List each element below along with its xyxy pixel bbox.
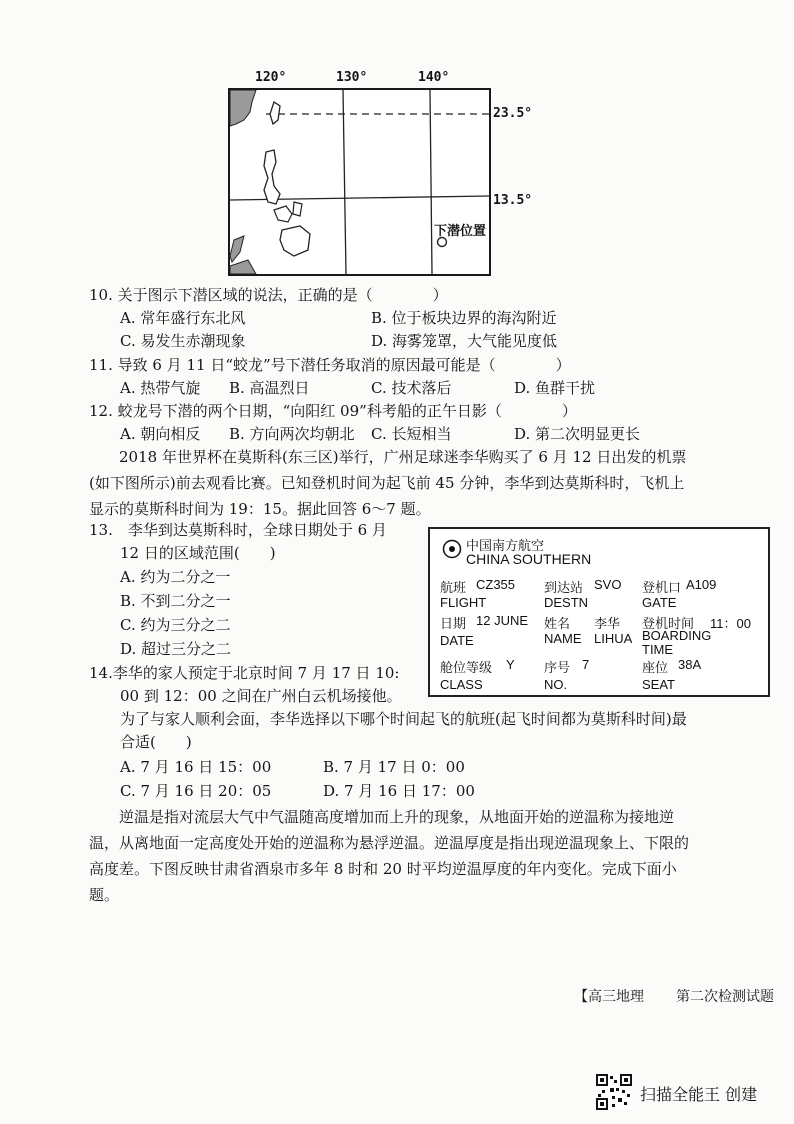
airline-name-en: CHINA SOUTHERN — [466, 551, 592, 567]
airline-name-cn: 中国南方航空 — [466, 538, 545, 553]
name-label-en: NAME — [544, 631, 582, 646]
dive-location-label: 下潜位置 — [434, 224, 487, 239]
date-label-cn: 日期 — [440, 616, 467, 631]
boarding-pass — [428, 527, 770, 697]
q10-stem: 10. 关于图示下潜区域的说法，正确的是（ ） — [89, 286, 448, 304]
date-label-en: DATE — [440, 633, 474, 648]
q14-option-c: C. 7 月 16 日 20：05 — [120, 782, 272, 800]
seat-value: 38A — [678, 657, 702, 672]
gate-label-cn: 登机口 — [642, 580, 682, 595]
seq-label-en: NO. — [544, 677, 568, 692]
q14-stem-line2: 00 到 12：00 之间在广州白云机场接他。 — [120, 687, 402, 705]
boarding-label-en: BOARDING — [642, 628, 712, 643]
q12-option-b: B. 方向两次均朝北 — [229, 425, 355, 443]
q13-option-a: A. 约为二分之一 — [120, 568, 231, 586]
china-southern-logo-icon — [442, 539, 462, 559]
taiwan-island — [270, 102, 280, 124]
q11-option-d: D. 鱼群干扰 — [514, 379, 596, 397]
q13-option-b: B. 不到二分之一 — [120, 592, 231, 610]
q14-option-d: D. 7 月 16 日 17：00 — [323, 782, 475, 800]
dest-label-cn: 到达站 — [544, 580, 584, 595]
flight-number: CZ355 — [476, 577, 516, 592]
q13-stem-line1: 13. 李华到达莫斯科时，全球日期处于 6 月 — [89, 521, 387, 539]
q14-stem-line3: 为了与家人顺利会面，李华选择以下哪个时间起飞的航班(起飞时间都为莫斯科时间)最合适( ) — [120, 710, 687, 751]
q11-stem: 11. 导致 6 月 11 日“蛟龙”号下潜任务取消的原因最可能是（ ） — [89, 356, 571, 374]
boarding-time-label-cn: 登机时间 — [642, 616, 695, 631]
borneo-land — [230, 260, 256, 274]
q13-stem-line2: 12 日的区域范围( ) — [120, 544, 276, 562]
lon-label-140: 140° — [418, 70, 450, 85]
class-label-cn: 舱位等级 — [440, 660, 493, 675]
q10-option-a: A. 常年盛行东北风 — [120, 309, 246, 327]
q10-option-b: B. 位于板块边界的海沟附近 — [371, 309, 557, 327]
footer-exam-subject: 【高三地理 — [574, 989, 644, 1005]
q12-option-a: A. 朝向相反 — [120, 425, 201, 443]
samar-island — [293, 202, 302, 216]
dest-label-en: DESTN — [544, 595, 589, 610]
gate-label-en: GATE — [642, 595, 677, 610]
q13-option-c: C. 约为三分之二 — [120, 616, 231, 634]
seat-label-cn: 座位 — [642, 660, 669, 675]
q10-option-c: C. 易发生赤潮现象 — [120, 332, 246, 350]
footer-exam-title: 第二次检测试题 — [676, 989, 774, 1005]
seq-label-cn: 序号 — [544, 660, 571, 675]
name-value-en: LIHUA — [594, 631, 633, 646]
mindanao-island — [280, 226, 310, 256]
inversion-paragraph: 逆温是指对流层大气中气温随高度增加而上升的现象，从地面开始的逆温称为接地逆温，从离地面一定高度处开始的逆温称为悬浮逆温。逆温厚度是指出现逆温现象上、下限的高度差。下图反映甘肃省酒泉市多年 8 时和 20 时平均逆温厚度的年内变化。完成下面小题。 — [89, 808, 690, 904]
seq-value: 7 — [582, 657, 590, 672]
qr-code-icon — [596, 1074, 632, 1110]
q14-option-b: B. 7 月 17 日 0：00 — [323, 758, 465, 776]
class-value: Y — [506, 657, 515, 672]
date-value: 12 JUNE — [476, 613, 529, 628]
meridian-140 — [430, 90, 432, 274]
q11-option-b: B. 高温烈日 — [229, 379, 310, 397]
flight-label-cn: 航班 — [440, 580, 467, 595]
q11-option-a: A. 热带气旋 — [120, 379, 201, 397]
time-label-en: TIME — [642, 642, 674, 657]
visayas-islands — [274, 206, 292, 222]
name-value-cn: 李华 — [594, 616, 621, 631]
class-label-en: CLASS — [440, 677, 483, 692]
q14-option-a: A. 7 月 16 日 15：00 — [120, 758, 272, 776]
palawan-island — [230, 236, 244, 262]
gate-value: A109 — [686, 577, 717, 592]
lon-label-130: 130° — [336, 70, 368, 85]
q13-option-d: D. 超过三分之二 — [120, 640, 232, 658]
flight-label-en: FLIGHT — [440, 595, 487, 610]
boarding-time-value: 11：00 — [710, 616, 751, 631]
dest-value: SVO — [594, 577, 622, 592]
meridian-130 — [343, 90, 346, 274]
lat-label-23-5: 23.5° — [493, 106, 533, 121]
q14-stem-line1: 14.李华的家人预定于北京时间 7 月 17 日 10: — [89, 664, 400, 682]
q11-option-c: C. 技术落后 — [371, 379, 452, 397]
lat-label-13-5: 13.5° — [493, 193, 533, 208]
luzon-island — [264, 150, 280, 204]
lon-label-120: 120° — [255, 70, 287, 85]
q12-option-c: C. 长短相当 — [371, 425, 452, 443]
scanner-watermark: 扫描全能王 创建 — [640, 1085, 758, 1104]
mainland-land — [230, 90, 256, 126]
name-label-cn: 姓名 — [544, 616, 571, 631]
map-drawing — [230, 90, 489, 274]
seat-label-en: SEAT — [642, 677, 675, 692]
q12-stem: 12. 蛟龙号下潜的两个日期，“向阳红 09”科考船的正午日影（ ） — [89, 402, 577, 420]
world-cup-intro: 2018 年世界杯在莫斯科(东三区)举行，广州足球迷李华购买了 6 月 12 日出发的机票(如下图所示)前去观看比赛。已知登机时间为起飞前 45 分钟，李华到达莫斯科时，飞机上显示的莫斯科时间为 19：15。据此回答 6～7 题。 — [89, 448, 687, 518]
dive-region-map — [228, 88, 491, 276]
q10-option-d: D. 海雾笼罩，大气能见度低 — [371, 332, 558, 350]
q12-option-d: D. 第二次明显更长 — [514, 425, 641, 443]
